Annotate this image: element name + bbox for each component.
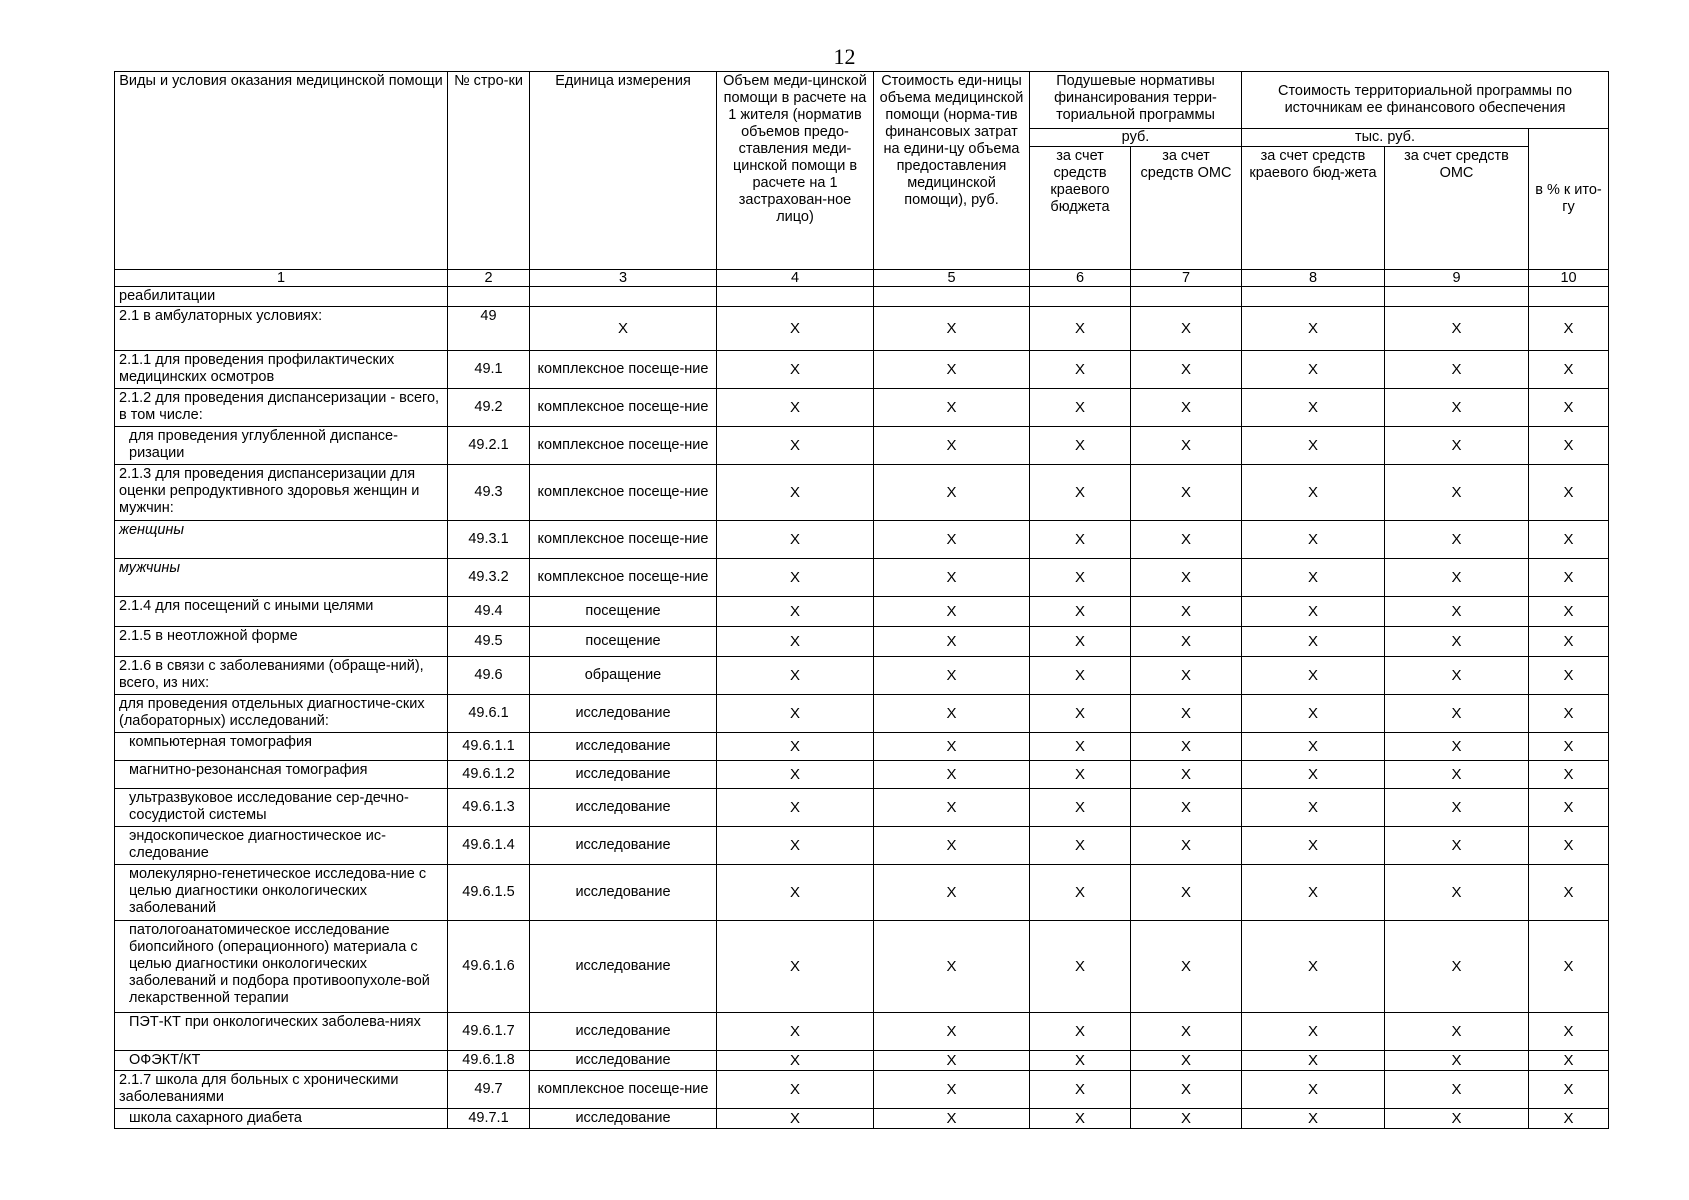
row-x-mark: Х — [1529, 597, 1609, 627]
row-x-mark: Х — [1529, 1013, 1609, 1051]
row-x-mark: Х — [717, 627, 874, 657]
header-per-capita-norms: Подушевые нормативы финансирования терри-ториальной программы — [1030, 72, 1242, 129]
row-x-mark: Х — [1529, 559, 1609, 597]
row-x-mark: Х — [1242, 351, 1385, 389]
table-row — [115, 427, 1609, 465]
row-x-mark: Х — [717, 389, 874, 427]
row-x-mark: Х — [717, 789, 874, 827]
row-x-mark: Х — [874, 865, 1030, 921]
row-x-mark: Х — [1242, 761, 1385, 789]
row-x-mark: Х — [1030, 559, 1131, 597]
row-x-mark: Х — [1242, 921, 1385, 1013]
column-number: 8 — [1242, 270, 1385, 287]
row-unit: исследование — [530, 1013, 717, 1051]
row-x-mark: Х — [717, 827, 874, 865]
table-row — [115, 351, 1609, 389]
row-x-mark: Х — [717, 921, 874, 1013]
row-x-mark: Х — [1131, 865, 1242, 921]
row-unit: комплексное посеще-ние — [530, 351, 717, 389]
header-cost-oms: за счет средств ОМС — [1385, 147, 1529, 270]
row-service-name: ПЭТ-КТ при онкологических заболева-ниях — [115, 1013, 448, 1051]
table-row — [115, 1013, 1609, 1051]
row-x-mark: Х — [1131, 827, 1242, 865]
row-x-mark: Х — [874, 1051, 1030, 1071]
row-unit: исследование — [530, 827, 717, 865]
row-x-mark: Х — [1529, 657, 1609, 695]
row-x-mark: Х — [717, 657, 874, 695]
row-service-name: для проведения отдельных диагностиче-ских (лабораторных) исследований: — [115, 695, 448, 733]
row-x-mark: Х — [1529, 761, 1609, 789]
row-x-mark: Х — [1242, 427, 1385, 465]
row-x-mark: Х — [1529, 427, 1609, 465]
row-x-mark: Х — [1030, 521, 1131, 559]
header-cost-regional-budget: за счет средств краевого бюд-жета — [1242, 147, 1385, 270]
table-row — [115, 657, 1609, 695]
row-x-mark: Х — [874, 827, 1030, 865]
row-x-mark: Х — [717, 733, 874, 761]
row-unit: комплексное посеще-ние — [530, 465, 717, 521]
header-unit: Единица измерения — [530, 72, 717, 270]
row-x-mark: Х — [1131, 351, 1242, 389]
row-x-mark: Х — [1529, 307, 1609, 351]
row-x-mark: Х — [1030, 465, 1131, 521]
table-body — [115, 287, 1609, 1129]
row-x-mark: Х — [874, 351, 1030, 389]
row-x-mark: Х — [1529, 389, 1609, 427]
row-x-mark: Х — [1385, 865, 1529, 921]
row-x-mark: Х — [1385, 465, 1529, 521]
row-unit: комплексное посеще-ние — [530, 427, 717, 465]
row-x-mark: Х — [1242, 827, 1385, 865]
row-x-mark: Х — [1131, 1109, 1242, 1129]
row-x-mark: Х — [874, 597, 1030, 627]
row-service-name: ОФЭКТ/КТ — [115, 1051, 448, 1071]
row-unit: комплексное посеще-ние — [530, 521, 717, 559]
row-x-mark — [717, 287, 874, 307]
row-unit: исследование — [530, 1109, 717, 1129]
row-x-mark: Х — [1131, 465, 1242, 521]
row-service-name: для проведения углубленной диспансе-ризации — [115, 427, 448, 465]
row-line-number: 49.6.1.2 — [448, 761, 530, 789]
column-number-row — [115, 270, 1609, 287]
row-unit: исследование — [530, 1051, 717, 1071]
table-row — [115, 733, 1609, 761]
row-service-name: мужчины — [115, 559, 448, 597]
row-x-mark: Х — [1385, 427, 1529, 465]
row-line-number: 49.3.2 — [448, 559, 530, 597]
row-x-mark: Х — [1131, 1051, 1242, 1071]
row-x-mark: Х — [1131, 389, 1242, 427]
row-x-mark: Х — [1131, 761, 1242, 789]
row-x-mark: Х — [1529, 921, 1609, 1013]
row-x-mark: Х — [1131, 1013, 1242, 1051]
row-unit: комплексное посеще-ние — [530, 389, 717, 427]
row-x-mark: Х — [1131, 657, 1242, 695]
table-row — [115, 389, 1609, 427]
row-unit: обращение — [530, 657, 717, 695]
row-x-mark: Х — [1030, 1109, 1131, 1129]
row-x-mark: Х — [1529, 733, 1609, 761]
row-x-mark: Х — [874, 761, 1030, 789]
row-x-mark: Х — [717, 559, 874, 597]
row-x-mark: Х — [1385, 521, 1529, 559]
row-x-mark: Х — [1131, 695, 1242, 733]
table-row — [115, 521, 1609, 559]
header-percent-of-total: в % к ито-гу — [1529, 129, 1609, 270]
row-x-mark: Х — [1529, 1109, 1609, 1129]
header-per-capita-oms: за счет средств ОМС — [1131, 147, 1242, 270]
row-x-mark: Х — [874, 521, 1030, 559]
table-row — [115, 1071, 1609, 1109]
row-x-mark: Х — [1242, 1013, 1385, 1051]
row-x-mark — [1529, 287, 1609, 307]
row-x-mark: Х — [1385, 733, 1529, 761]
row-line-number: 49.2 — [448, 389, 530, 427]
row-service-name: эндоскопическое диагностическое ис-следование — [115, 827, 448, 865]
row-x-mark: Х — [717, 1109, 874, 1129]
row-x-mark: Х — [1030, 657, 1131, 695]
row-x-mark: Х — [1030, 627, 1131, 657]
column-number: 3 — [530, 270, 717, 287]
row-x-mark: Х — [1030, 827, 1131, 865]
row-x-mark: Х — [874, 789, 1030, 827]
row-line-number: 49 — [448, 307, 530, 351]
header-unit-rub: руб. — [1030, 129, 1242, 147]
row-x-mark: Х — [717, 521, 874, 559]
row-line-number: 49.4 — [448, 597, 530, 627]
row-x-mark: Х — [874, 1013, 1030, 1051]
row-line-number: 49.5 — [448, 627, 530, 657]
row-x-mark: Х — [1529, 1051, 1609, 1071]
row-unit: комплексное посеще-ние — [530, 559, 717, 597]
row-x-mark: Х — [1030, 597, 1131, 627]
row-x-mark: Х — [717, 1051, 874, 1071]
row-service-name: молекулярно-генетическое исследова-ние с целью диагностики онкологических заболеваний — [115, 865, 448, 921]
table-row — [115, 789, 1609, 827]
row-x-mark: Х — [874, 695, 1030, 733]
row-service-name: женщины — [115, 521, 448, 559]
row-service-name: 2.1.6 в связи с заболеваниями (обраще-ний), всего, из них: — [115, 657, 448, 695]
row-x-mark: Х — [1131, 307, 1242, 351]
row-x-mark: Х — [1385, 761, 1529, 789]
row-x-mark: Х — [1529, 789, 1609, 827]
row-x-mark: Х — [1131, 559, 1242, 597]
row-unit: комплексное посеще-ние — [530, 1071, 717, 1109]
row-x-mark: Х — [1030, 865, 1131, 921]
row-x-mark: Х — [1529, 465, 1609, 521]
row-line-number: 49.7 — [448, 1071, 530, 1109]
row-x-mark: Х — [1529, 521, 1609, 559]
row-unit — [530, 287, 717, 307]
row-x-mark: Х — [1030, 789, 1131, 827]
row-line-number: 49.3 — [448, 465, 530, 521]
row-x-mark — [1385, 287, 1529, 307]
row-x-mark: Х — [1030, 1071, 1131, 1109]
row-x-mark: Х — [717, 1071, 874, 1109]
row-x-mark: Х — [1030, 921, 1131, 1013]
row-x-mark: Х — [1385, 351, 1529, 389]
row-x-mark: Х — [1242, 1109, 1385, 1129]
table-row — [115, 465, 1609, 521]
row-x-mark — [1242, 287, 1385, 307]
row-x-mark: Х — [1242, 789, 1385, 827]
table-row — [115, 627, 1609, 657]
row-service-name: 2.1.7 школа для больных с хроническими заболеваниями — [115, 1071, 448, 1109]
row-unit: посещение — [530, 597, 717, 627]
row-x-mark: Х — [1030, 351, 1131, 389]
row-x-mark: Х — [717, 597, 874, 627]
table-row — [115, 865, 1609, 921]
row-x-mark: Х — [1030, 389, 1131, 427]
row-x-mark: Х — [717, 1013, 874, 1051]
row-x-mark: Х — [1131, 521, 1242, 559]
row-x-mark: Х — [1242, 307, 1385, 351]
column-number: 6 — [1030, 270, 1131, 287]
row-x-mark: Х — [1030, 733, 1131, 761]
column-number: 5 — [874, 270, 1030, 287]
row-x-mark: Х — [1242, 657, 1385, 695]
row-line-number — [448, 287, 530, 307]
table-row — [115, 695, 1609, 733]
column-number: 10 — [1529, 270, 1609, 287]
column-number: 9 — [1385, 270, 1529, 287]
row-x-mark: Х — [874, 465, 1030, 521]
row-service-name: школа сахарного диабета — [115, 1109, 448, 1129]
row-x-mark: Х — [874, 307, 1030, 351]
row-x-mark: Х — [874, 921, 1030, 1013]
row-x-mark: Х — [717, 427, 874, 465]
row-line-number: 49.6.1.3 — [448, 789, 530, 827]
header-volume-per-resident: Объем меди-цинской помощи в расчете на 1 жителя (норматив объемов предо-ставления меди-цинской помощи в расчете на 1 застрахован-ное лицо) — [717, 72, 874, 270]
row-x-mark — [874, 287, 1030, 307]
row-service-name: компьютерная томография — [115, 733, 448, 761]
row-x-mark: Х — [1385, 627, 1529, 657]
row-service-name: 2.1.2 для проведения диспансеризации - всего, в том числе: — [115, 389, 448, 427]
row-x-mark: Х — [1529, 1071, 1609, 1109]
row-x-mark: Х — [1242, 1051, 1385, 1071]
row-unit: исследование — [530, 921, 717, 1013]
row-x-mark: Х — [717, 695, 874, 733]
row-service-name: магнитно-резонансная томография — [115, 761, 448, 789]
row-x-mark: Х — [717, 865, 874, 921]
row-x-mark: Х — [1242, 695, 1385, 733]
row-line-number: 49.7.1 — [448, 1109, 530, 1129]
row-service-name: патологоанатомическое исследование биопсийного (операционного) материала с целью диагностики онкологических заболеваний и подбора противоопухоле-вой лекарственной терапии — [115, 921, 448, 1013]
row-service-name: 2.1.1 для проведения профилактических медицинских осмотров — [115, 351, 448, 389]
row-unit: исследование — [530, 865, 717, 921]
table-row — [115, 827, 1609, 865]
row-x-mark: Х — [1242, 1071, 1385, 1109]
row-line-number: 49.6 — [448, 657, 530, 695]
column-number: 7 — [1131, 270, 1242, 287]
row-x-mark: Х — [1131, 921, 1242, 1013]
row-line-number: 49.6.1.1 — [448, 733, 530, 761]
table-row — [115, 921, 1609, 1013]
row-x-mark: Х — [1030, 1051, 1131, 1071]
row-x-mark: Х — [717, 465, 874, 521]
row-x-mark: Х — [1385, 1109, 1529, 1129]
row-x-mark: Х — [1385, 789, 1529, 827]
row-x-mark: Х — [1385, 827, 1529, 865]
row-x-mark: Х — [1385, 1071, 1529, 1109]
row-x-mark: Х — [1242, 733, 1385, 761]
row-service-name: 2.1.4 для посещений с иными целями — [115, 597, 448, 627]
row-x-mark: Х — [874, 1071, 1030, 1109]
header-unit-cost: Стоимость еди-ницы объема медицинской помощи (норма-тив финансовых затрат на едини-цу объема предоставления медицинской помощи), руб. — [874, 72, 1030, 270]
column-number: 4 — [717, 270, 874, 287]
row-unit: исследование — [530, 733, 717, 761]
row-unit: исследование — [530, 761, 717, 789]
row-x-mark: Х — [874, 559, 1030, 597]
row-x-mark: Х — [1529, 695, 1609, 733]
row-x-mark: Х — [1529, 351, 1609, 389]
row-x-mark: Х — [874, 657, 1030, 695]
row-x-mark: Х — [874, 1109, 1030, 1129]
table-row — [115, 1109, 1609, 1129]
row-line-number: 49.6.1.8 — [448, 1051, 530, 1071]
row-x-mark: Х — [1385, 307, 1529, 351]
row-x-mark: Х — [1242, 465, 1385, 521]
column-number: 2 — [448, 270, 530, 287]
row-x-mark: Х — [1242, 865, 1385, 921]
row-service-name: ультразвуковое исследование сер-дечно-сосудистой системы — [115, 789, 448, 827]
header-per-capita-regional-budget: за счет средств краевого бюджета — [1030, 147, 1131, 270]
row-line-number: 49.6.1.5 — [448, 865, 530, 921]
page-number: 12 — [833, 44, 856, 69]
table-row — [115, 307, 1609, 351]
row-x-mark: Х — [1030, 427, 1131, 465]
row-unit: посещение — [530, 627, 717, 657]
table-row — [115, 287, 1609, 307]
row-unit: исследование — [530, 695, 717, 733]
row-x-mark: Х — [1242, 559, 1385, 597]
row-line-number: 49.1 — [448, 351, 530, 389]
row-service-name: 2.1.3 для проведения диспансеризации для оценки репродуктивного здоровья женщин и мужчин: — [115, 465, 448, 521]
row-x-mark: Х — [1242, 597, 1385, 627]
row-unit: исследование — [530, 789, 717, 827]
program-cost-table — [114, 71, 1609, 1129]
row-service-name: 2.1.5 в неотложной форме — [115, 627, 448, 657]
row-x-mark: Х — [874, 627, 1030, 657]
row-x-mark: Х — [1385, 597, 1529, 627]
row-x-mark: Х — [1030, 695, 1131, 733]
row-x-mark: Х — [1385, 559, 1529, 597]
row-line-number: 49.3.1 — [448, 521, 530, 559]
row-x-mark: Х — [1242, 521, 1385, 559]
row-x-mark: Х — [1242, 389, 1385, 427]
table-row — [115, 597, 1609, 627]
row-x-mark — [1131, 287, 1242, 307]
row-x-mark: Х — [1529, 627, 1609, 657]
row-x-mark: Х — [874, 427, 1030, 465]
table-row — [115, 1051, 1609, 1071]
row-x-mark: Х — [1385, 1013, 1529, 1051]
row-x-mark: Х — [717, 351, 874, 389]
row-x-mark — [1030, 287, 1131, 307]
row-x-mark: Х — [1030, 307, 1131, 351]
row-line-number: 49.6.1 — [448, 695, 530, 733]
row-line-number: 49.6.1.6 — [448, 921, 530, 1013]
row-x-mark: Х — [717, 307, 874, 351]
table-row — [115, 559, 1609, 597]
header-program-cost: Стоимость территориальной программы по источникам ее финансового обеспечения — [1242, 72, 1609, 129]
row-x-mark: Х — [1529, 865, 1609, 921]
row-x-mark: Х — [1529, 827, 1609, 865]
table-row — [115, 761, 1609, 789]
column-number: 1 — [115, 270, 448, 287]
row-x-mark: Х — [1131, 427, 1242, 465]
row-x-mark: Х — [874, 389, 1030, 427]
header-service-type: Виды и условия оказания медицинской помощи — [115, 72, 448, 270]
row-x-mark: Х — [1131, 1071, 1242, 1109]
row-x-mark: Х — [1030, 1013, 1131, 1051]
row-x-mark: Х — [1131, 789, 1242, 827]
row-line-number: 49.6.1.4 — [448, 827, 530, 865]
row-x-mark: Х — [1385, 695, 1529, 733]
row-x-mark: Х — [717, 761, 874, 789]
row-line-number: 49.2.1 — [448, 427, 530, 465]
row-x-mark: Х — [1385, 921, 1529, 1013]
row-line-number: 49.6.1.7 — [448, 1013, 530, 1051]
row-x-mark: Х — [1131, 597, 1242, 627]
header-unit-thousand-rub: тыс. руб. — [1242, 129, 1529, 147]
row-x-mark: Х — [1385, 657, 1529, 695]
row-x-mark: Х — [874, 733, 1030, 761]
row-x-mark: Х — [1242, 627, 1385, 657]
row-x-mark: Х — [1131, 733, 1242, 761]
row-x-mark: Х — [1131, 627, 1242, 657]
row-service-name: 2.1 в амбулаторных условиях: — [115, 307, 448, 351]
row-x-mark: Х — [1385, 1051, 1529, 1071]
row-service-name: реабилитации — [115, 287, 448, 307]
header-line-number: № стро-ки — [448, 72, 530, 270]
row-x-mark: Х — [1385, 389, 1529, 427]
row-unit: Х — [530, 307, 717, 351]
row-x-mark: Х — [1030, 761, 1131, 789]
